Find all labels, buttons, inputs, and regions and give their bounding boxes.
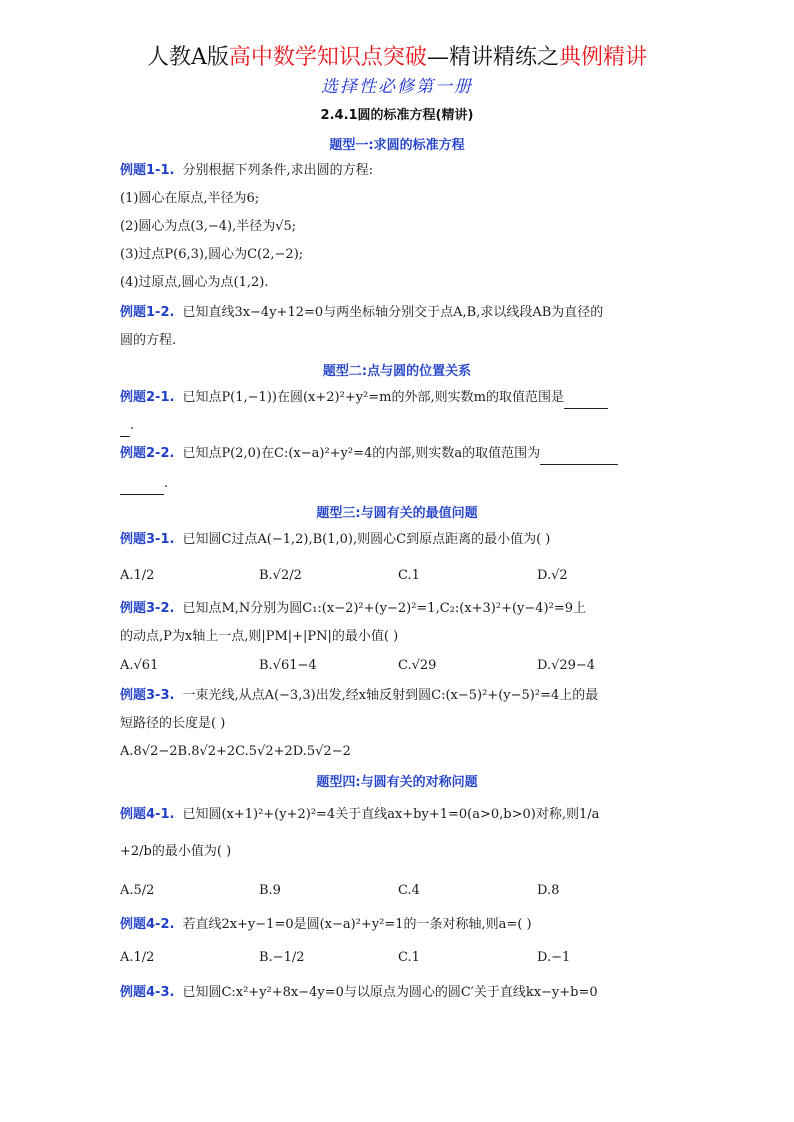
header-subtitle: 选择性必修第一册 [321,77,473,97]
option-a: A.5/2 [120,883,155,898]
example-label: 例题4-3. [120,985,175,1000]
example-3-2-cont: 的动点,P为x轴上一点,则|PM|+|PN|的最小值( ) [120,629,399,644]
example-text: 已知圆(x+1)²+(y+2)²=4关于直线ax+by+1=0(a>0,b>0)对称,则1/a [182,807,600,822]
example-1-1-item-4: (4)过原点,圆心为点(1,2). [120,275,269,290]
section-heading-1: 题型一:求圆的标准方程 [329,138,465,153]
example-3-3-cont: 短路径的长度是( ) [120,716,226,731]
option-c: C.√29 [398,658,437,673]
option-b: B.−1/2 [259,950,305,965]
option-b: B.√2/2 [259,568,302,583]
example-1-1-item-3: (3)过点P(6,3),圆心为C(2,−2); [120,247,304,262]
header-title [0,40,794,71]
title-mid: —精讲精练之 [426,45,559,70]
example-2-2-blank-cont: . [120,474,168,495]
option-d: D.√2 [537,568,568,583]
example-1-1-item-1: (1)圆心在原点,半径为6; [120,191,260,206]
option-a: A.1/2 [120,950,155,965]
option-c: C.4 [398,883,420,898]
answer-blank [540,444,618,465]
section-heading-2: 题型二:点与圆的位置关系 [322,364,472,379]
example-label: 例题2-1. [120,390,175,405]
example-text: 已知圆C过点A(−1,2),B(1,0),则圆心C到原点距离的最小值为( ) [182,532,551,547]
example-3-1 [120,530,550,550]
example-1-2 [120,303,603,323]
example-label: 例题3-1. [120,532,175,547]
example-label: 例题4-1. [120,807,175,822]
example-3-2 [120,599,586,619]
example-label: 例题3-3. [120,688,175,703]
example-text: 已知直线3x−4y+12=0与两坐标轴分别交于点A,B,求以线段AB为直径的 [182,305,604,320]
example-4-3 [120,983,598,1003]
example-1-1 [120,161,373,181]
example-2-1-blank-cont: . [120,416,134,437]
answer-blank-cont [120,474,164,495]
answer-blank [564,388,608,409]
example-3-3 [120,686,598,706]
example-text: 已知点M,N分别为圆C₁:(x−2)²+(y−2)²=1,C₂:(x+3)²+(y−4)²=9上 [182,601,587,616]
option-d: D.√29−4 [537,658,596,673]
example-label: 例题4-2. [120,917,175,932]
example-4-2 [120,915,532,935]
lesson-title: 2.4.1圆的标准方程(精讲) [320,108,474,123]
option-d: D.−1 [537,950,571,965]
example-label: 例题1-1. [120,163,175,178]
option-a: A.1/2 [120,568,155,583]
example-text: 若直线2x+y−1=0是圆(x−a)²+y²=1的一条对称轴,则a=( ) [182,917,532,932]
option-b: B.9 [259,883,281,898]
example-4-1-cont: +2/b的最小值为( ) [120,844,232,859]
example-2-1 [120,388,608,409]
section-heading-4: 题型四:与圆有关的对称问题 [316,775,478,790]
example-text: 已知点P(2,0)在C:(x−a)²+y²=4的内部,则实数a的取值范围为 [182,446,541,461]
section-heading-3: 题型三:与圆有关的最值问题 [316,506,478,521]
example-text: 已知圆C:x²+y²+8x−4y=0与以原点为圆心的圆C′关于直线kx−y+b=0 [182,985,598,1000]
option-d: D.8 [537,883,560,898]
option-a: A.√61 [120,658,159,673]
example-label: 例题1-2. [120,305,175,320]
example-text: 一束光线,从点A(−3,3)出发,经x轴反射到圆C:(x−5)²+(y−5)²=4上的最 [182,688,599,703]
example-1-1-item-2: (2)圆心为点(3,−4),半径为√5; [120,219,297,234]
example-text: 分别根据下列条件,求出圆的方程: [182,163,373,178]
title-publisher: 人教A版 [147,45,229,70]
answer-blank-cont [120,416,130,437]
example-label: 例题3-2. [120,601,175,616]
title-series: 典例精讲 [558,45,647,70]
example-label: 例题2-2. [120,446,175,461]
option-c: C.1 [398,568,420,583]
options-row: A.8√2−2B.8√2+2C.5√2+2D.5√2−2 [120,744,351,759]
example-1-2-cont: 圆的方程. [120,333,177,348]
option-b: B.√61−4 [259,658,317,673]
example-2-2 [120,444,618,465]
example-text: 已知点P(1,−1))在圆(x+2)²+y²=m的外部,则实数m的取值范围是 [182,390,564,405]
title-topic: 高中数学知识点突破 [228,45,427,70]
option-c: C.1 [398,950,420,965]
example-4-1 [120,805,599,825]
